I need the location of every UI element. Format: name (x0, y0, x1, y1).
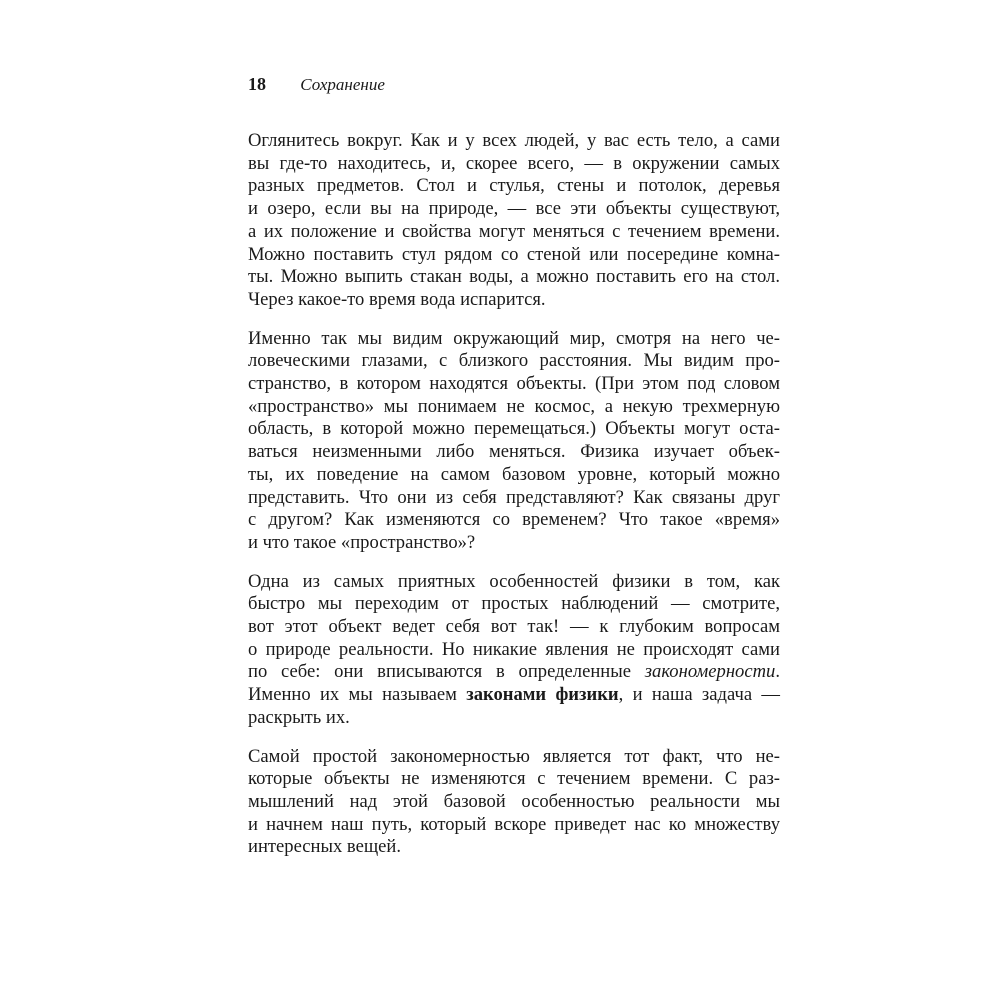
text-line: о природе реальности. Но никакие явления не происходят сами (248, 638, 780, 660)
text-line: вот этот объект ведет себя вот так! — к глубоким вопросам (248, 616, 780, 638)
text-line: область, в которой можно перемещаться.) Объекты могут оста- (248, 418, 780, 440)
text-line: интересных вещей. (248, 836, 402, 858)
text-line: с другом? Как изменяются со временем? Что такое «время» (248, 509, 780, 531)
text-segment: . (775, 661, 780, 683)
text-line-with-bold (248, 684, 780, 707)
text-line: вы где-то находитесь, и, скорее всего, — в окружении самых (248, 152, 780, 174)
text-line: странство, в котором находятся объекты. (При этом под словом (248, 373, 780, 395)
book-page (248, 0, 780, 1000)
text-line: а их положение и свойства могут меняться с течением времени. (248, 220, 780, 242)
text-line: раскрыть их. (248, 706, 350, 728)
text-segment: , и наша задача — (618, 684, 780, 706)
text-segment: Именно их мы называем (248, 684, 467, 706)
text-line: Самой простой закономерностью является тот факт, что не- (248, 745, 780, 767)
paragraph-1 (248, 130, 780, 312)
text-segment: по себе: они вписываются в определенные (248, 661, 645, 683)
text-line: Одна из самых приятных особенностей физики в том, как (248, 570, 780, 592)
body-text (248, 130, 780, 875)
paragraph-2 (248, 328, 780, 555)
text-line: мышлений над этой базовой особенностью реальности мы (248, 790, 780, 812)
page-number: 18 (248, 74, 266, 94)
emphasized-term: закономерности (644, 661, 776, 683)
text-line: представить. Что они из себя представляют? Как связаны друг (248, 486, 780, 508)
text-line: ваться неизменными либо меняться. Физика изучает объек- (248, 441, 780, 463)
text-line: Именно так мы видим окружающий мир, смотря на него че- (248, 327, 780, 349)
text-line: разных предметов. Стол и стулья, стены и потолок, деревья (248, 175, 780, 197)
text-line: и озеро, если вы на природе, — все эти объекты существуют, (248, 198, 780, 220)
text-line: Можно поставить стул рядом со стеной или посередине комна- (248, 243, 780, 265)
text-line: ты. Можно выпить стакан воды, а можно поставить его на стол. (248, 266, 780, 288)
text-line-with-emphasis (248, 661, 780, 684)
text-line: Через какое-то время вода испарится. (248, 288, 546, 310)
text-line: и начнем наш путь, который вскоре приведет нас ко множеству (248, 813, 780, 835)
text-line: и что такое «пространство»? (248, 531, 476, 553)
text-line: быстро мы переходим от простых наблюдений — смотрите, (248, 593, 780, 615)
text-line: Оглянитесь вокруг. Как и у всех людей, у вас есть тело, а сами (248, 130, 780, 151)
running-head (248, 72, 385, 97)
bold-term: законами физики (466, 684, 619, 706)
text-line: «пространство» мы понимаем не космос, а некую трехмерную (248, 395, 780, 417)
section-title: Сохранение (300, 75, 385, 94)
text-line: ловеческими глазами, с близкого расстояния. Мы видим про- (248, 350, 780, 372)
text-line: которые объекты не изменяются с течением времени. С раз- (248, 768, 780, 790)
text-line: ты, их поведение на самом базовом уровне, который можно (248, 463, 780, 485)
paragraph-3 (248, 571, 780, 730)
paragraph-4 (248, 746, 780, 860)
